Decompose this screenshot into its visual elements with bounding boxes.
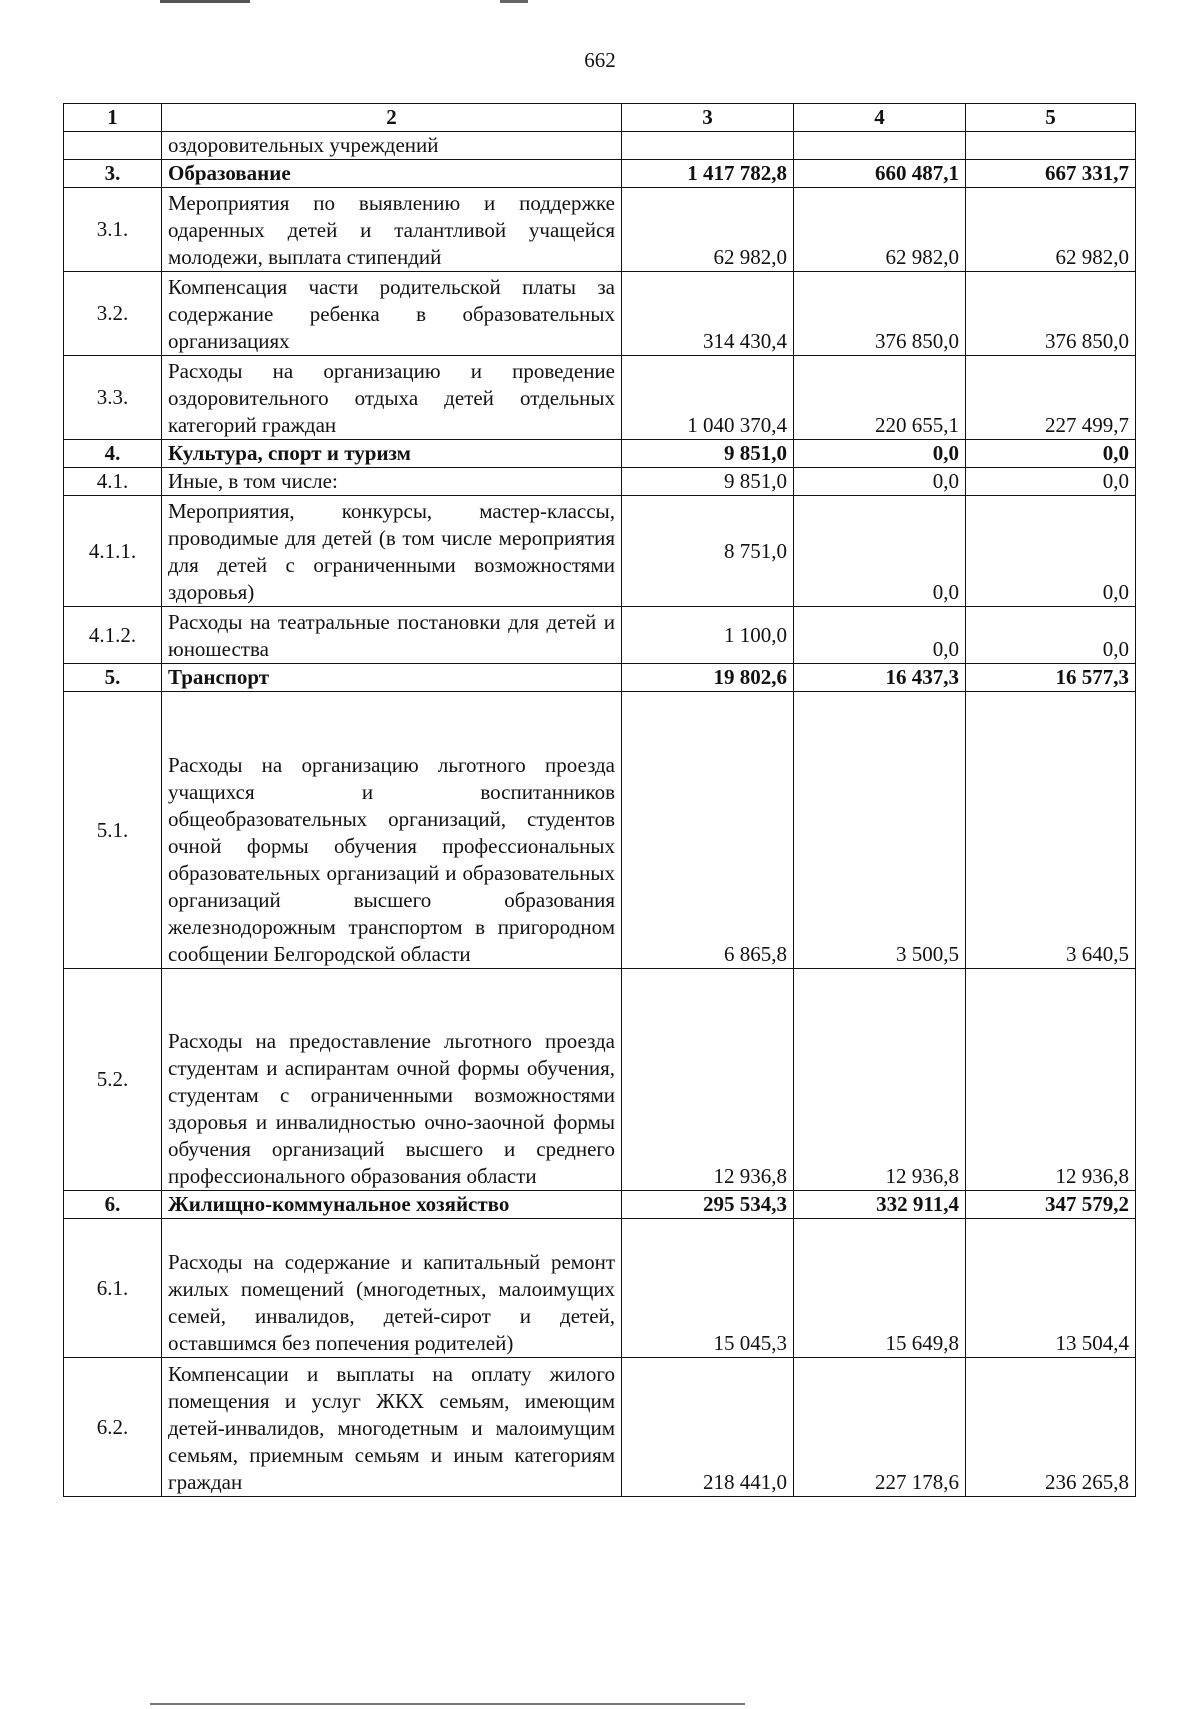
row-description: Жилищно-коммунальное хозяйство bbox=[162, 1191, 622, 1219]
row-value-col4: 12 936,8 bbox=[794, 969, 966, 1191]
scan-artifact-top-line bbox=[500, 0, 528, 3]
row-value-col5: 16 577,3 bbox=[966, 664, 1136, 692]
row-description: оздоровительных учреждений bbox=[162, 132, 622, 160]
row-description: Компенсация части родительской платы за содержание ребенка в образовательных организациях bbox=[162, 272, 622, 356]
row-value-col5: 0,0 bbox=[966, 468, 1136, 496]
row-value-col5: 13 504,4 bbox=[966, 1219, 1136, 1358]
row-value-col4: 0,0 bbox=[794, 440, 966, 468]
row-number: 4.1.2. bbox=[64, 607, 162, 664]
table-row-section bbox=[64, 440, 1136, 468]
row-value-col3: 314 430,4 bbox=[622, 272, 794, 356]
row-description: Расходы на организацию льготного проезда учащихся и воспитанников общеобразовательных организаций, студентов очной формы обучения профессиональных образовательных организаций и образовательных организаций высшего образования железнодорожным транспортом в пригородном сообщении Белгородской области bbox=[162, 692, 622, 969]
row-value-col4: 376 850,0 bbox=[794, 272, 966, 356]
table-row bbox=[64, 969, 1136, 1191]
column-header: 5 bbox=[966, 104, 1136, 132]
row-value-col3: 6 865,8 bbox=[622, 692, 794, 969]
budget-table bbox=[63, 103, 1136, 1497]
row-description: Расходы на содержание и капитальный ремонт жилых помещений (многодетных, малоимущих семей, инвалидов, детей-сирот и детей, оставшимся без попечения родителей) bbox=[162, 1219, 622, 1358]
row-value-col5: 376 850,0 bbox=[966, 272, 1136, 356]
row-number: 3.1. bbox=[64, 188, 162, 272]
row-value-col5: 3 640,5 bbox=[966, 692, 1136, 969]
row-number: 5. bbox=[64, 664, 162, 692]
row-value-col3: 9 851,0 bbox=[622, 468, 794, 496]
row-value-col4: 16 437,3 bbox=[794, 664, 966, 692]
row-value-col5: 0,0 bbox=[966, 607, 1136, 664]
scan-artifact-bottom-line bbox=[150, 1703, 745, 1705]
row-description: Мероприятия по выявлению и поддержке одаренных детей и талантливой учащейся молодежи, выплата стипендий bbox=[162, 188, 622, 272]
row-value-col5: 227 499,7 bbox=[966, 356, 1136, 440]
table-row bbox=[64, 272, 1136, 356]
row-value-col5: 347 579,2 bbox=[966, 1191, 1136, 1219]
row-value-col4: 332 911,4 bbox=[794, 1191, 966, 1219]
row-value-col3: 1 040 370,4 bbox=[622, 356, 794, 440]
row-value-col4: 0,0 bbox=[794, 468, 966, 496]
row-number: 6.2. bbox=[64, 1358, 162, 1497]
row-value-col3: 62 982,0 bbox=[622, 188, 794, 272]
row-number: 6. bbox=[64, 1191, 162, 1219]
table-row bbox=[64, 692, 1136, 969]
row-value-col3: 19 802,6 bbox=[622, 664, 794, 692]
row-description: Компенсации и выплаты на оплату жилого помещения и услуг ЖКХ семьям, имеющим детей-инвалидов, многодетным и малоимущим семьям, приемным семьям и иным категориям граждан bbox=[162, 1358, 622, 1497]
table-row bbox=[64, 468, 1136, 496]
row-value-col5 bbox=[966, 132, 1136, 160]
column-header: 4 bbox=[794, 104, 966, 132]
row-value-col4: 3 500,5 bbox=[794, 692, 966, 969]
page-number: 662 bbox=[584, 48, 616, 72]
row-value-col3: 8 751,0 bbox=[622, 496, 794, 607]
row-value-col3: 1 417 782,8 bbox=[622, 160, 794, 188]
row-value-col3: 218 441,0 bbox=[622, 1358, 794, 1497]
row-description: Расходы на предоставление льготного проезда студентам и аспирантам очной формы обучения, студентам с ограниченными возможностями здоровья и инвалидностью очно-заочной формы обучения организаций высшего и среднего профессионального образования области bbox=[162, 969, 622, 1191]
row-value-col5: 0,0 bbox=[966, 496, 1136, 607]
row-number: 5.1. bbox=[64, 692, 162, 969]
row-value-col4: 0,0 bbox=[794, 607, 966, 664]
table-row bbox=[64, 1358, 1136, 1497]
row-value-col4: 62 982,0 bbox=[794, 188, 966, 272]
row-description: Расходы на организацию и проведение оздоровительного отдыха детей отдельных категорий граждан bbox=[162, 356, 622, 440]
row-value-col3: 9 851,0 bbox=[622, 440, 794, 468]
scan-artifact-top-line bbox=[160, 0, 250, 3]
row-number: 3. bbox=[64, 160, 162, 188]
column-header: 2 bbox=[162, 104, 622, 132]
row-value-col3 bbox=[622, 132, 794, 160]
table-row bbox=[64, 1219, 1136, 1358]
row-description: Иные, в том числе: bbox=[162, 468, 622, 496]
row-value-col4: 15 649,8 bbox=[794, 1219, 966, 1358]
row-value-col4: 220 655,1 bbox=[794, 356, 966, 440]
table-row bbox=[64, 496, 1136, 607]
row-value-col4 bbox=[794, 132, 966, 160]
row-number: 5.2. bbox=[64, 969, 162, 1191]
row-value-col3: 12 936,8 bbox=[622, 969, 794, 1191]
row-number: 6.1. bbox=[64, 1219, 162, 1358]
table-header-row bbox=[64, 104, 1136, 132]
row-value-col4: 227 178,6 bbox=[794, 1358, 966, 1497]
table-row-section bbox=[64, 160, 1136, 188]
row-value-col5: 12 936,8 bbox=[966, 969, 1136, 1191]
row-number: 3.3. bbox=[64, 356, 162, 440]
table-row bbox=[64, 188, 1136, 272]
row-value-col3: 295 534,3 bbox=[622, 1191, 794, 1219]
row-description: Образование bbox=[162, 160, 622, 188]
row-value-col3: 1 100,0 bbox=[622, 607, 794, 664]
row-description: Культура, спорт и туризм bbox=[162, 440, 622, 468]
row-value-col5: 667 331,7 bbox=[966, 160, 1136, 188]
row-number: 4.1. bbox=[64, 468, 162, 496]
row-number: 3.2. bbox=[64, 272, 162, 356]
row-value-col5: 62 982,0 bbox=[966, 188, 1136, 272]
table-row-section bbox=[64, 664, 1136, 692]
row-number: 4. bbox=[64, 440, 162, 468]
row-number: 4.1.1. bbox=[64, 496, 162, 607]
row-value-col4: 0,0 bbox=[794, 496, 966, 607]
row-value-col5: 0,0 bbox=[966, 440, 1136, 468]
row-value-col5: 236 265,8 bbox=[966, 1358, 1136, 1497]
row-value-col3: 15 045,3 bbox=[622, 1219, 794, 1358]
row-description: Мероприятия, конкурсы, мастер-классы, проводимые для детей (в том числе мероприятия для детей с ограниченными возможностями здоровья) bbox=[162, 496, 622, 607]
row-description: Транспорт bbox=[162, 664, 622, 692]
table-row bbox=[64, 356, 1136, 440]
row-description: Расходы на театральные постановки для детей и юношества bbox=[162, 607, 622, 664]
table-row-section bbox=[64, 1191, 1136, 1219]
row-value-col4: 660 487,1 bbox=[794, 160, 966, 188]
table-row bbox=[64, 607, 1136, 664]
column-header: 3 bbox=[622, 104, 794, 132]
row-number bbox=[64, 132, 162, 160]
table-row bbox=[64, 132, 1136, 160]
column-header: 1 bbox=[64, 104, 162, 132]
